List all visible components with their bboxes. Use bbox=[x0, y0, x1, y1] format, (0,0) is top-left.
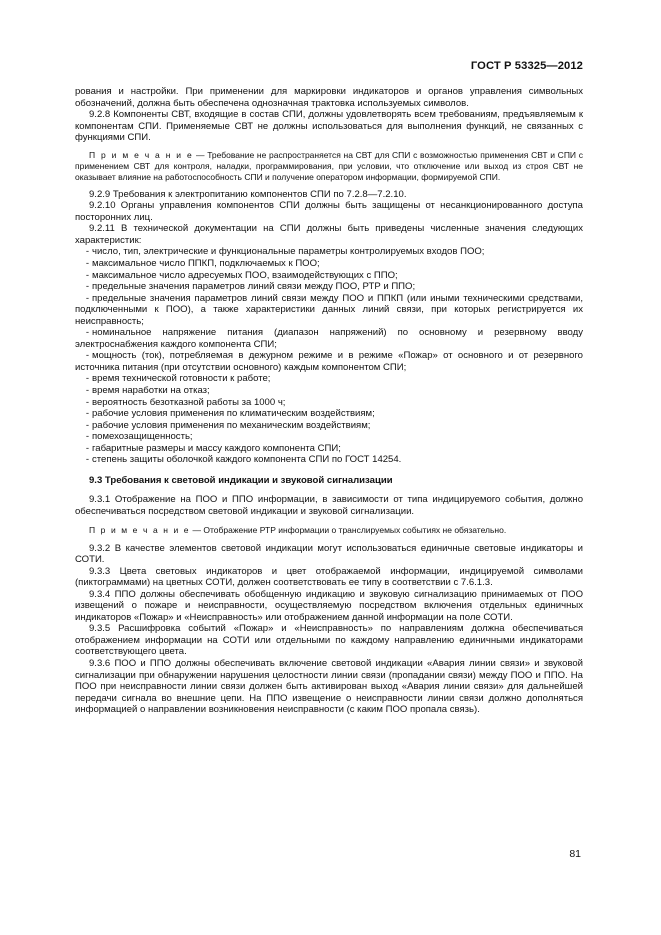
note-label: П р и м е ч а н и е bbox=[89, 149, 194, 160]
list-item: - помехозащищенность; bbox=[85, 431, 193, 443]
paragraph-9-3-5: 9.3.5 Расшифровка событий «Пожар» и «Неисправность» по направлениям должна обеспечиваться отображением информации на СОТИ или отдельными по каждому направлению единичными индикаторами соответствующего цвета. bbox=[75, 623, 583, 658]
paragraph-9-3-1: 9.3.1 Отображение на ПОО и ППО информации, в зависимости от типа индицируемого события, должно обеспечиваться посредством световой индикации и звуковой сигнализации. bbox=[75, 494, 583, 517]
paragraph-9-3-3: 9.3.3 Цвета световых индикаторов и цвет отображаемой информации, индицируемой символами (пиктограммами) на цветных СОТИ, должен соответствовать ее типу в соответствии с 7.6.1.3. bbox=[75, 565, 583, 589]
list-item: - вероятность безотказной работы за 1000 ч; bbox=[85, 396, 286, 408]
document-id-header: ГОСТ Р 53325—2012 bbox=[470, 60, 583, 72]
note-2 bbox=[75, 525, 583, 536]
list-item: - мощность (ток), потребляемая в дежурном режиме и в режиме «Пожар» от основного и от резервного источника питания (при отсутствии основного) каждым компонентом СПИ; bbox=[75, 350, 583, 373]
paragraph-9-2-11: 9.2.11 В технической документации на СПИ должны быть приведены численные значения следующих характеристик: bbox=[75, 223, 583, 246]
list-item: - время наработки на отказ; bbox=[85, 385, 210, 397]
list-item: - предельные значения параметров линий связи между ПОО, РТР и ППО; bbox=[85, 281, 416, 293]
section-heading-9-3: 9.3 Требования к световой индикации и звуковой сигнализации bbox=[89, 474, 393, 486]
page-body bbox=[75, 86, 583, 716]
note-text: — Требование не распространяется на СВТ для СПИ с возможностью применения СВТ и СПИ с применением СВТ для контроля, наладки, программирования, при условии, что отключение или выход из строя СВТ не оказывает влияние на работоспособность СПИ и получение оператором информации, формируемой СПИ. bbox=[75, 149, 583, 182]
list-item: - предельные значения параметров линий связи между ПОО и ППКП (или иными техническими средствами, подключенными к ПОО), а также характеристики данных линий связи, при которых регистрируется их неисправность; bbox=[75, 292, 583, 327]
list-item: - номинальное напряжение питания (диапазон напряжений) по основному и резервному вводу электроснабжения каждого компонента СПИ; bbox=[75, 327, 583, 350]
paragraph-9-2-10: 9.2.10 Органы управления компонентов СПИ должны быть защищены от несанкционированного доступа посторонних лиц. bbox=[75, 200, 583, 223]
list-item: - габаритные размеры и массу каждого компонента СПИ; bbox=[85, 442, 341, 454]
paragraph-continuation: рования и настройки. При применении для маркировки индикаторов и органов управления символьных обозначений, должна быть обеспечена однозначная трактовка используемых символов. bbox=[75, 86, 583, 109]
list-item: - максимальное число ППКП, подключаемых к ПОО; bbox=[85, 258, 320, 270]
paragraph-9-3-2: 9.3.2 В качестве элементов световой индикации могут использоваться единичные световые индикаторы и СОТИ. bbox=[75, 542, 583, 566]
note-1 bbox=[75, 150, 583, 183]
paragraph-9-2-8: 9.2.8 Компоненты СВТ, входящие в состав СПИ, должны удовлетворять всем требованиям, предъявляемым к компонентам СПИ. Применяемые СВТ не должны использоваться для выполнения функций, не связанных с функциями СПИ. bbox=[75, 109, 583, 144]
list-item: - степень защиты оболочкой каждого компонента СПИ по ГОСТ 14254. bbox=[85, 454, 402, 466]
list-item: - рабочие условия применения по механическим воздействиям; bbox=[85, 419, 371, 431]
paragraph-9-3-4: 9.3.4 ППО должны обеспечивать обобщенную индикацию и звуковую сигнализацию принимаемых от ПОО извещений о пожаре и неисправности, осуществляемую посредством включения отдельных единичных индикаторов «Пожар» и «Неисправность» или отображением данной информации на поле СОТИ. bbox=[75, 588, 583, 623]
paragraph-9-2-9: 9.2.9 Требования к электропитанию компонентов СПИ по 7.2.8—7.2.10. bbox=[89, 188, 407, 200]
note-label: П р и м е ч а н и е bbox=[89, 524, 191, 535]
note-text: — Отображение РТР информации о транслируемых событиях не обязательно. bbox=[190, 524, 507, 535]
paragraph-9-3-6: 9.3.6 ПОО и ППО должны обеспечивать включение световой индикации «Авария линии связи» и звуковой сигнализации при обнаружении нарушения целостности линии связи (пропадании связи) между ПОО и ППО. На ПОО при неисправности линии связи должен быть активирован выход «Авария линии связи» для дальнейшей передачи сигнала во внешние цепи. На ППО извещение о неисправности линии связи должно дополняться информацией о направлении возникновения неисправности (с каким ПОО пропала связь). bbox=[75, 657, 583, 716]
page-number: 81 bbox=[569, 848, 581, 860]
list-item: - время технической готовности к работе; bbox=[85, 373, 271, 385]
list-item: - рабочие условия применения по климатическим воздействиям; bbox=[85, 408, 375, 420]
list-item: - число, тип, электрические и функциональные параметры контролируемых входов ПОО; bbox=[85, 246, 485, 258]
characteristics-list bbox=[75, 246, 583, 465]
list-item: - максимальное число адресуемых ПОО, взаимодействующих с ППО; bbox=[85, 269, 398, 281]
